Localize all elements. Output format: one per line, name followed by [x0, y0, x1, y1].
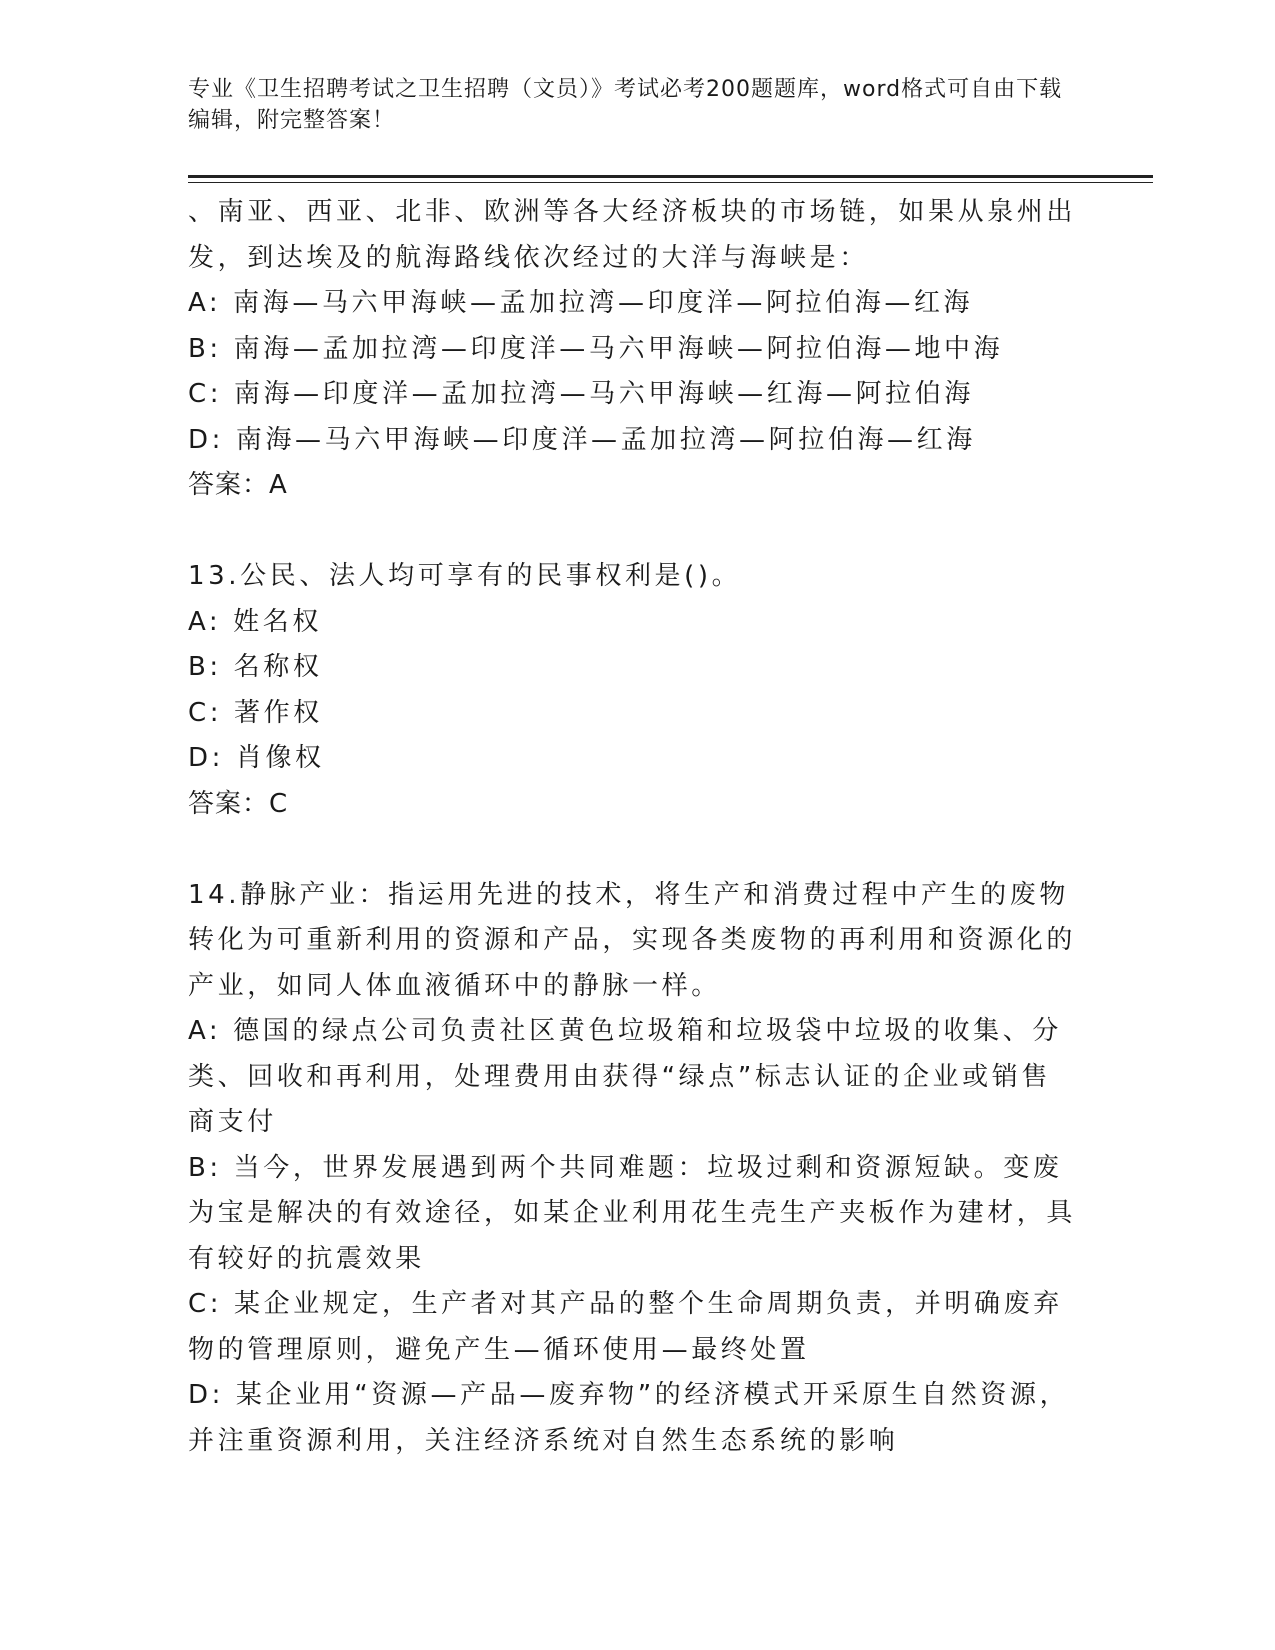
question-14-option-a: A: 德国的绿点公司负责社区黄色垃圾箱和垃圾袋中垃圾的收集、分类、回收和再利用，处理费用由获得“绿点”标志认证的企业或销售商支付 — [188, 1016, 1062, 1137]
question-14-option-d: D: 某企业用“资源—产品—废弃物”的经济模式开采原生自然资源，并注重资源利用，关注经济系统对自然生态系统的影响 — [188, 1380, 1070, 1456]
question-13-option-b: B: 名称权 — [188, 652, 323, 682]
question-12-option-d: D: 南海—马六甲海峡—印度洋—孟加拉湾—阿拉伯海—红海 — [188, 424, 976, 455]
question-13-option-a: A: 姓名权 — [188, 606, 322, 637]
question-12-answer: 答案：A — [188, 470, 288, 500]
question-13-stem: 13.公民、法人均可享有的民事权利是()。 — [188, 561, 742, 591]
header-divider-thick — [188, 175, 1153, 178]
question-14-option-c: C: 某企业规定，生产者对其产品的整个生命周期负责，并明确废弃物的管理原则，避免产生—循环使用—最终处置 — [188, 1289, 1063, 1365]
question-13-answer: 答案：C — [188, 788, 289, 819]
spacer — [188, 827, 1078, 873]
question-content — [188, 190, 1078, 1464]
question-12-option-c: C: 南海—印度洋—孟加拉湾—马六甲海峡—红海—阿拉伯海 — [188, 379, 974, 409]
question-14-option-b: B: 当今，世界发展遇到两个共同难题：垃圾过剩和资源短缺。变废为宝是解决的有效途径，如某企业利用花生壳生产夹板作为建材，具有较好的抗震效果 — [188, 1152, 1077, 1274]
header-divider-thin — [188, 182, 1153, 183]
document-header: 专业《卫生招聘考试之卫生招聘（文员）》考试必考200题题库，word格式可自由下载编辑，附完整答案！ — [188, 77, 1063, 133]
question-14 — [188, 873, 1078, 1465]
question-13-option-d: D: 肖像权 — [188, 743, 325, 773]
question-12-stem: 、南亚、西亚、北非、欧洲等各大经济板块的市场链，如果从泉州出发，到达埃及的航海路线依次经过的大洋与海峡是： — [188, 197, 1077, 273]
question-12-option-a: A: 南海—马六甲海峡—孟加拉湾—印度洋—阿拉伯海—红海 — [188, 288, 974, 318]
question-13 — [188, 554, 1078, 827]
question-14-stem: 14.静脉产业：指运用先进的技术，将生产和消费过程中产生的废物转化为可重新利用的资源和产品，实现各类废物的再利用和资源化的产业，如同人体血液循环中的静脉一样。 — [188, 879, 1077, 1001]
question-12-option-b: B: 南海—孟加拉湾—印度洋—马六甲海峡—阿拉伯海—地中海 — [188, 333, 1004, 364]
spacer — [188, 509, 1078, 555]
question-12 — [188, 190, 1078, 509]
question-13-option-c: C: 著作权 — [188, 697, 323, 728]
